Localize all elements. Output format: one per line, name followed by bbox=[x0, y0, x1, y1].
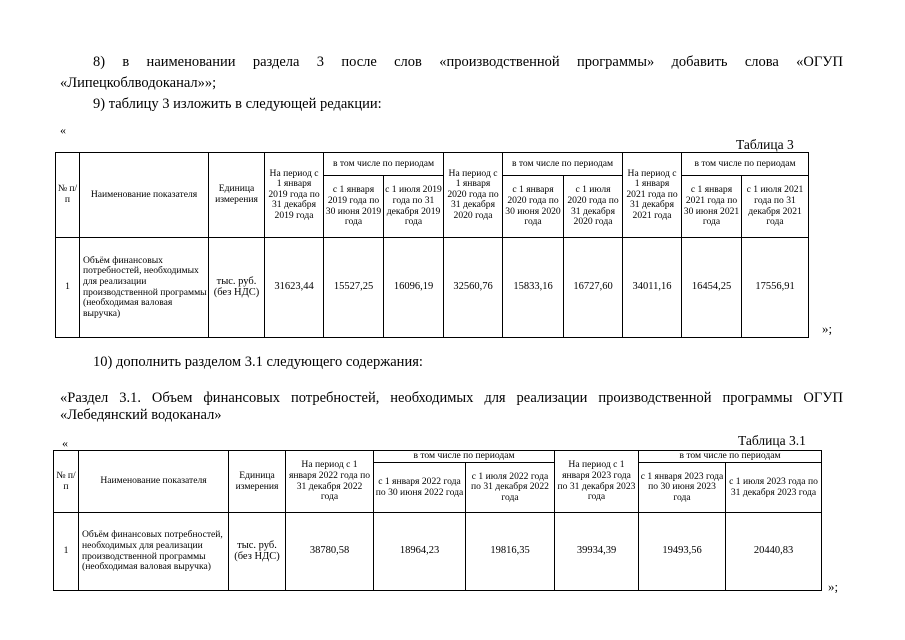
t31-header-period-2022: На период с 1 января 2022 года по 31 декабря 2022 года bbox=[286, 451, 374, 513]
t31-header-incl-2023: в том числе по периодам bbox=[639, 451, 822, 463]
t3-row-no: 1 bbox=[56, 238, 80, 338]
table-row bbox=[56, 238, 809, 338]
t31-header-no: № п/п bbox=[54, 451, 79, 513]
t3-header-incl-2020: в том числе по периодам bbox=[503, 153, 623, 176]
para8-line1: 8) в наименовании раздела 3 после слов «производственной программы» добавить слова «ОГУП bbox=[93, 54, 843, 70]
t31-value-h2-2023: 20440,83 bbox=[726, 513, 822, 591]
table31-quote-open: « bbox=[62, 436, 68, 450]
t3-value-h2-2020: 16727,60 bbox=[564, 238, 623, 338]
t31-value-h1-2023: 19493,56 bbox=[639, 513, 726, 591]
t31-header-period-2023: На период с 1 января 2023 года по 31 декабря 2023 года bbox=[555, 451, 639, 513]
t3-header-period-2019: На период с 1 января 2019 года по 31 декабря 2019 года bbox=[265, 153, 324, 238]
t3-row-unit: тыс. руб. (без НДС) bbox=[209, 238, 265, 338]
para9: 9) таблицу 3 изложить в следующей редакции: bbox=[93, 96, 382, 112]
table31-caption: Таблица 3.1 bbox=[738, 433, 806, 448]
t31-value-period-2022: 38780,58 bbox=[286, 513, 374, 591]
t31-row-unit: тыс. руб. (без НДС) bbox=[229, 513, 286, 591]
t3-value-h2-2019: 16096,19 bbox=[384, 238, 444, 338]
t3-value-h1-2020: 15833,16 bbox=[503, 238, 564, 338]
table31 bbox=[53, 450, 822, 591]
t3-header-period-2020: На период с 1 января 2020 года по 31 декабря 2020 года bbox=[444, 153, 503, 238]
t31-header-name: Наименование показателя bbox=[79, 451, 229, 513]
table-row bbox=[54, 513, 822, 591]
table3-caption: Таблица 3 bbox=[736, 137, 794, 152]
t3-value-h1-2021: 16454,25 bbox=[682, 238, 742, 338]
t3-header-h1-2021: с 1 января 2021 года по 30 июня 2021 года bbox=[682, 176, 742, 238]
quote-open: « bbox=[60, 123, 66, 137]
t3-value-period-2019: 31623,44 bbox=[265, 238, 324, 338]
t3-header-h2-2019: с 1 июля 2019 года по 31 декабря 2019 года bbox=[384, 176, 444, 238]
table3 bbox=[55, 152, 809, 338]
t31-header-unit: Единица измерения bbox=[229, 451, 286, 513]
table3-close-quote: »; bbox=[822, 321, 833, 336]
t3-value-h2-2021: 17556,91 bbox=[742, 238, 809, 338]
t3-header-unit: Единица измерения bbox=[209, 153, 265, 238]
t31-header-incl-2022: в том числе по периодам bbox=[374, 451, 555, 463]
table31-close-quote: »; bbox=[828, 579, 839, 594]
section31-line2: «Лебедянский водоканал» bbox=[60, 407, 222, 423]
t31-value-h2-2022: 19816,35 bbox=[466, 513, 555, 591]
t3-header-h2-2020: с 1 июля 2020 года по 31 декабря 2020 года bbox=[564, 176, 623, 238]
t31-header-h1-2023: с 1 января 2023 года по 30 июня 2023 года bbox=[639, 463, 726, 513]
t3-header-h1-2019: с 1 января 2019 года по 30 июня 2019 года bbox=[324, 176, 384, 238]
t31-header-h2-2023: с 1 июля 2023 года по 31 декабря 2023 года bbox=[726, 463, 822, 513]
t3-header-h1-2020: с 1 января 2020 года по 30 июня 2020 года bbox=[503, 176, 564, 238]
t3-value-period-2021: 34011,16 bbox=[623, 238, 682, 338]
t3-row-name: Объём финансовых потребностей, необходимых для реализации производственной программы (необходимая валовая выручка) bbox=[80, 238, 209, 338]
t3-header-incl-2021: в том числе по периодам bbox=[682, 153, 809, 176]
t31-row-no: 1 bbox=[54, 513, 79, 591]
section31-line1: «Раздел 3.1. Объем финансовых потребностей, необходимых для реализации производственной программы ОГУП bbox=[60, 390, 843, 406]
t3-header-incl-2019: в том числе по периодам bbox=[324, 153, 444, 176]
t31-row-name: Объём финансовых потребностей, необходимых для реализации производственной программы (необходимая валовая выручка) bbox=[79, 513, 229, 591]
para10: 10) дополнить разделом 3.1 следующего содержания: bbox=[93, 354, 423, 370]
t3-value-period-2020: 32560,76 bbox=[444, 238, 503, 338]
t3-header-period-2021: На период с 1 января 2021 года по 31 декабря 2021 года bbox=[623, 153, 682, 238]
t31-header-h1-2022: с 1 января 2022 года по 30 июня 2022 года bbox=[374, 463, 466, 513]
t31-header-h2-2022: с 1 июля 2022 года по 31 декабря 2022 года bbox=[466, 463, 555, 513]
t3-header-no: № п/п bbox=[56, 153, 80, 238]
t31-value-period-2023: 39934,39 bbox=[555, 513, 639, 591]
t3-header-h2-2021: с 1 июля 2021 года по 31 декабря 2021 года bbox=[742, 176, 809, 238]
t3-header-name: Наименование показателя bbox=[80, 153, 209, 238]
t31-value-h1-2022: 18964,23 bbox=[374, 513, 466, 591]
para8-line2: «Липецкоблводоканал»»; bbox=[60, 75, 217, 91]
t3-value-h1-2019: 15527,25 bbox=[324, 238, 384, 338]
